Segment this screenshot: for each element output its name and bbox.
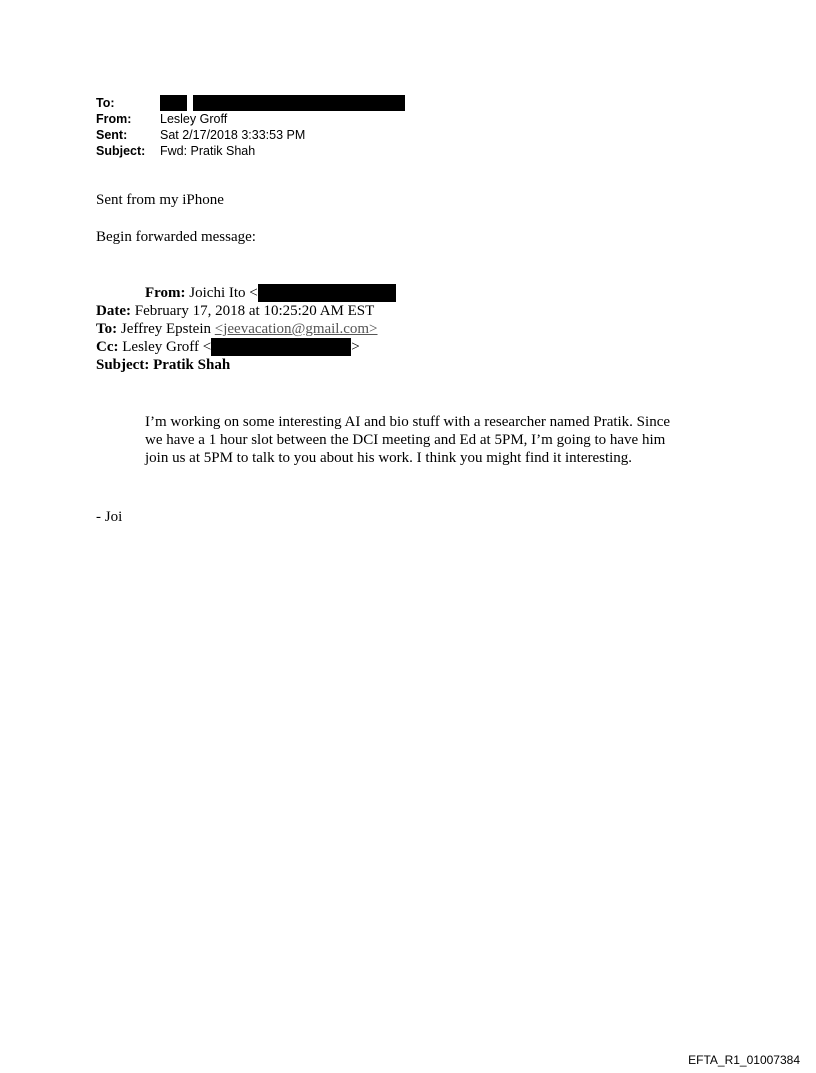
header-from-row xyxy=(96,111,405,127)
redaction-block xyxy=(193,95,405,111)
header-sent-label: Sent: xyxy=(96,128,128,142)
fwd-subject-row xyxy=(96,356,396,374)
fwd-cc-value: Lesley Groff < xyxy=(122,339,212,355)
fwd-from-row xyxy=(96,284,396,302)
fwd-subject-label: Subject: xyxy=(96,357,150,373)
fwd-date-row xyxy=(96,302,396,320)
fwd-to-email-link[interactable]: <jeevacation@gmail.com> xyxy=(214,321,378,337)
header-subject-label: Subject: xyxy=(96,144,146,158)
fwd-to-label: To: xyxy=(96,321,118,337)
fwd-date-label: Date: xyxy=(96,303,131,319)
fwd-to-row xyxy=(96,320,396,338)
fwd-from-value: Joichi Ito < xyxy=(189,285,258,301)
fwd-subject-value: Pratik Shah xyxy=(153,357,231,373)
email-header xyxy=(96,95,405,159)
redaction-block xyxy=(211,338,351,356)
sent-from-line: Sent from my iPhone xyxy=(96,192,224,208)
header-sent-row xyxy=(96,127,405,143)
fwd-cc-label: Cc: xyxy=(96,339,119,355)
fwd-date-value: February 17, 2018 at 10:25:20 AM EST xyxy=(134,303,375,319)
signature: - Joi xyxy=(96,509,123,525)
header-from-label: From: xyxy=(96,112,132,126)
document-id: EFTA_R1_01007384 xyxy=(688,1053,800,1067)
begin-forwarded-line: Begin forwarded message: xyxy=(96,229,256,245)
redaction-block xyxy=(258,284,396,302)
redaction-block xyxy=(160,95,187,111)
header-from-value: Lesley Groff xyxy=(160,112,228,126)
header-to-row xyxy=(96,95,405,111)
header-sent-value: Sat 2/17/2018 3:33:53 PM xyxy=(160,128,306,142)
header-subject-row xyxy=(96,143,405,159)
header-subject-value: Fwd: Pratik Shah xyxy=(160,144,256,158)
fwd-cc-row xyxy=(96,338,396,356)
message-body: I’m working on some interesting AI and bio stuff with a researcher named Pratik. Since we have a 1 hour slot between the DCI meeting and Ed at 5PM, I’m going to have him join us at 5PM to talk to you about his work. I think you might find it interesting. xyxy=(145,414,671,466)
fwd-cc-close: > xyxy=(351,339,360,355)
header-to-label: To: xyxy=(96,96,115,110)
fwd-to-name: Jeffrey Epstein xyxy=(120,321,211,337)
fwd-from-label: From: xyxy=(145,285,186,301)
forwarded-header xyxy=(96,284,396,374)
